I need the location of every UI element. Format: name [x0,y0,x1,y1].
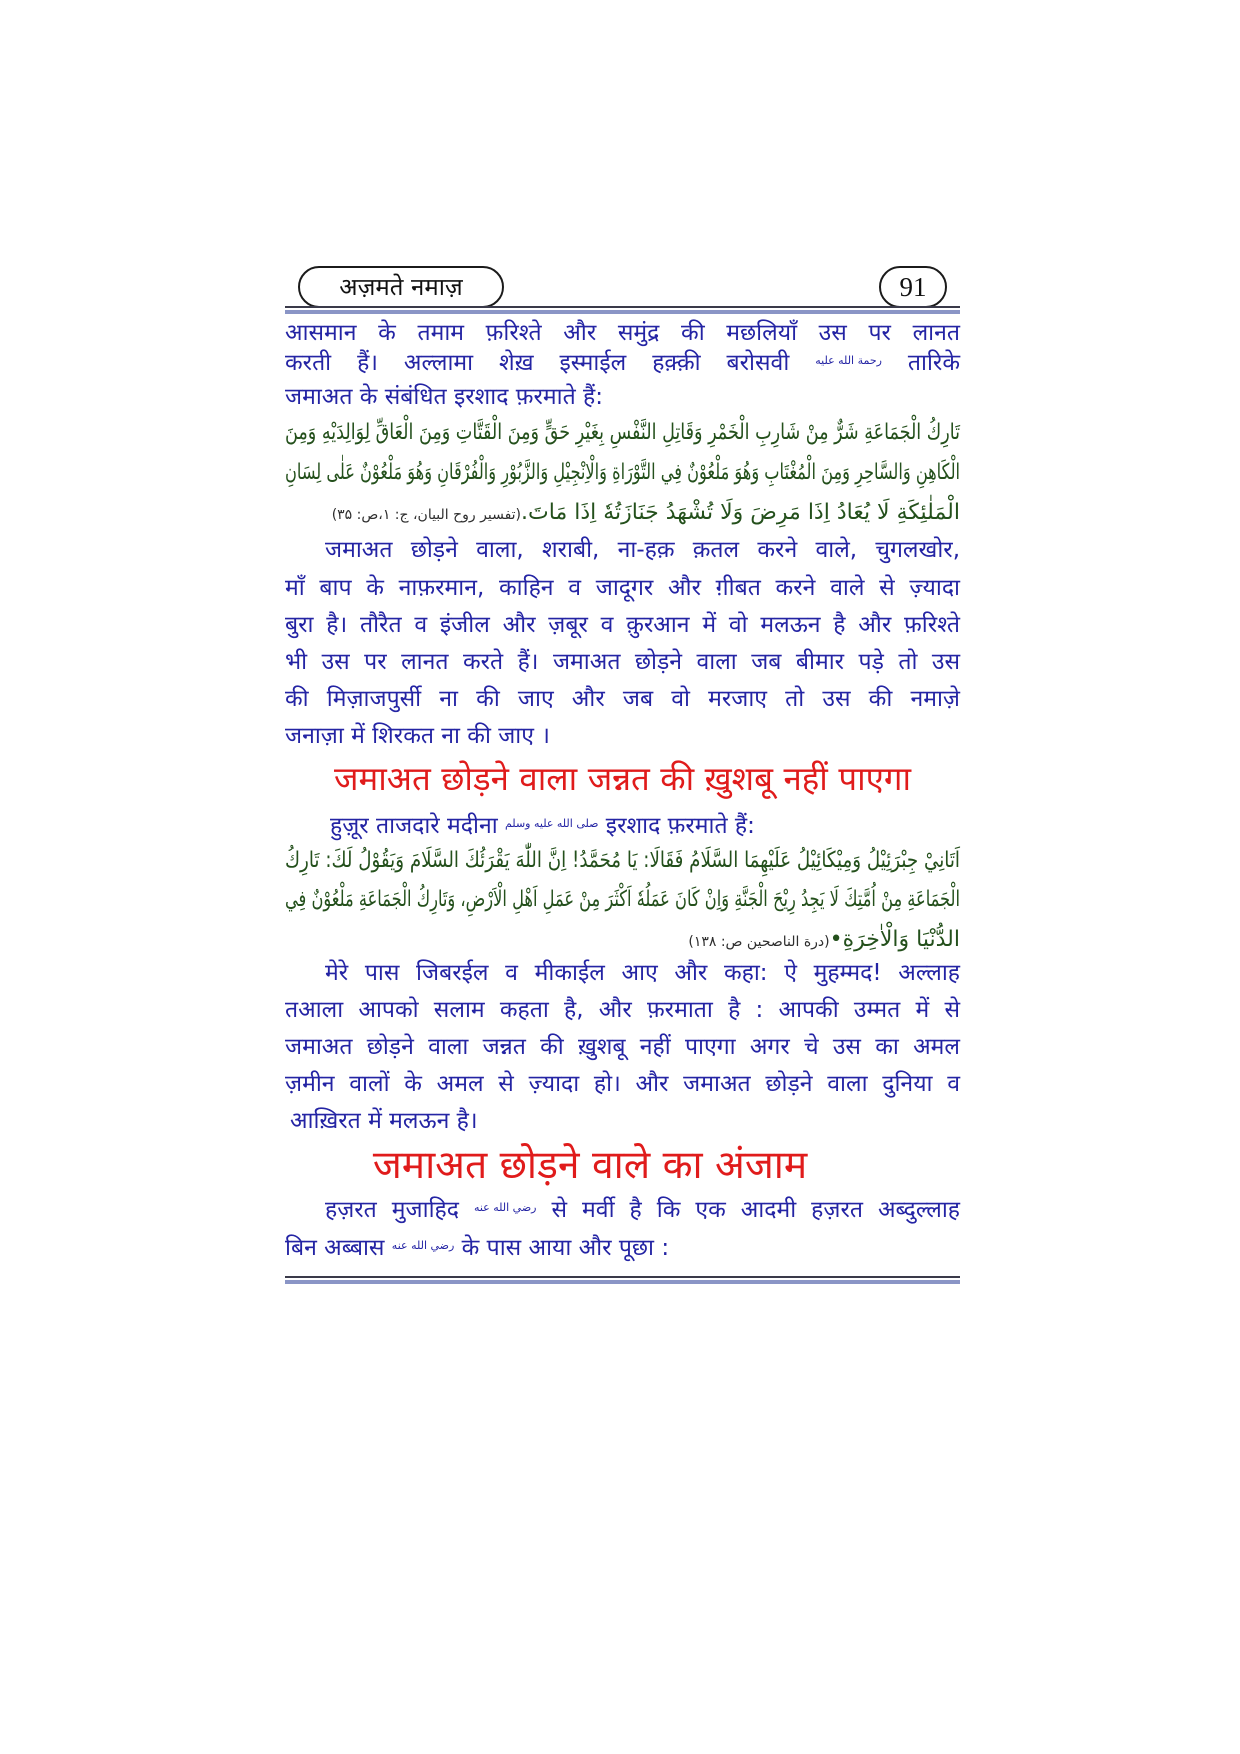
body-line: मेरे पास जिबरईल व मीकाईल आए और कहा: ऐ मुहम्मद! अल्लाह [325,960,960,986]
page-number: 91 [899,272,927,302]
arabic-quote-line: الْكَاهِنِ وَالسَّاحِرِ وَمِنَ الْمُغْتَابِ وَهُوَ مَلْعُوْنٌ فِي التَّوْرَاةِ وَالْاِنْجِيْلِ وَالزَّبُوْرِ وَالْفُرْقَانِ وَهُوَ مَلْعُوْنٌ عَلٰى لِسَانِ [285,460,960,485]
line-text: बिन अब्बास [285,1235,385,1261]
body-line: तआला आपको सलाम कहता है, और फ़रमाता है : आपकी उम्मत में से [285,997,960,1023]
body-line [325,1191,960,1229]
body-line: माँ बाप के नाफ़रमान, काहिन व जादूगर और ग़ीबत करने वाले से ज़्यादा [285,575,960,601]
line-text: इरशाद फ़रमाते हैं: [605,813,755,839]
line-text: के पास आया और पूछा : [461,1235,670,1261]
body-line: आसमान के तमाम फ़रिश्ते और समुंद्र की मछलियाँ उस पर लानत [285,320,960,346]
arabic-quote-text: الْمَلٰئِكَةِ لَا يُعَادُ اِذَا مَرِضَ وَلَا تُشْهَدُ جَنَازَتُهٗ اِذَا مَاتَ. [521,500,960,525]
line-text: हुज़ूर ताजदारे मदीना [330,813,498,839]
arabic-quote-text: الدُّنْيَا وَالْاٰخِرَةِ• [829,927,960,952]
arabic-quote-line: تَارِكُ الْجَمَاعَةِ شَرٌّ مِنْ شَارِبِ الْخَمْرِ وَقَاتِلِ النَّفْسِ بِغَيْرِ حَقٍّ وَمِنَ الْقَتَّاتِ وَمِنَ الْعَاقِّ لِوَالِدَيْهِ وَمِنَ [285,420,961,445]
arabic-quote-line: اَتَانِيْ جِبْرَئِيْلُ وَمِيْكَائِيْلُ عَلَيْهِمَا السَّلَامُ فَقَالَا: يَا مُحَمَّدُ! اِنَّ اللّٰهَ يَقْرَئُكَ السَّلَامَ وَيَقُوْلُ لَكَ: تَارِكُ [284,848,960,873]
body-line: जमाअत छोड़ने वाला, शराबी, ना-हक़ क़तल करने वाले, चुगलखोर, [325,537,960,563]
body-line: आख़िरत में मलऊन है। [290,1108,478,1134]
running-title: अज़मते नमाज़ [339,273,463,301]
body-line: की मिज़ाजपुर्सी ना की जाए और जब वो मरजाए तो उस की नमाज़े [285,686,960,712]
line-text: से मर्वी है कि एक आदमी हज़रत अब्दुल्लाह [551,1197,960,1223]
honorific-glyph: رضي الله عنه [473,1201,537,1214]
body-line [330,807,960,845]
body-line: बुरा है। तौरैत व इंजील और ज़बूर व क़ुरआन में वो मलऊन है और फ़रिश्ते [285,612,960,638]
arabic-quote-line: الْجَمَاعَةِ مِنْ اُمَّتِكَ لَا يَجِدُ رِيْحَ الْجَنَّةِ وَاِنْ كَانَ عَمَلُهٗ اَكْثَرَ مِنْ عَمَلِ اَهْلِ الْاَرْضِ، وَتَارِكُ الْجَمَاعَةِ مَلْعُوْنٌ فِي [285,887,960,912]
line-text: तारिके [907,350,961,376]
section-heading: जमाअत छोड़ने वाले का अंजाम [372,1143,808,1188]
arabic-quote-line [285,493,960,533]
page-number-box [879,266,947,308]
honorific-glyph: رضي الله عنه [391,1239,455,1252]
source-reference: (تفسير روح البيان، ج: ۱،ص: ۳۵) [331,507,522,523]
header-rule [285,306,960,308]
footer-rule-accent [285,1280,960,1284]
body-line: ज़मीन वालों के अमल से ज़्यादा हो। और जमाअत छोड़ने वाला दुनिया व [285,1071,960,1097]
running-title-box [298,266,504,308]
body-line: भी उस पर लानत करते हैं। जमाअत छोड़ने वाला जब बीमार पड़े तो उस [285,649,960,675]
honorific-glyph: رحمة الله عليه [815,354,882,367]
line-text: हज़रत मुजाहिद [325,1197,459,1223]
body-line: जमाअत छोड़ने वाला जन्नत की ख़ुशबू नहीं पाएगा अगर चे उस का अमल [285,1034,960,1060]
section-heading: जमाअत छोड़ने वाला जन्नत की ख़ुशबू नहीं पाएगा [333,759,911,798]
body-line: जमाअत के संबंधित इरशाद फ़रमाते हैं: [285,384,604,410]
body-line: जनाज़ा में शिरकत ना की जाए । [285,723,551,749]
body-line [285,344,960,382]
source-reference: (درة الناصحين ص: ۱۳۸) [688,934,830,950]
honorific-glyph: صلى الله عليه وسلم [504,817,599,830]
body-line [285,1229,960,1267]
footer-rule [285,1276,960,1278]
line-text: करती हैं। अल्लामा शेख़ इस्माईल हक़्क़ी बरोसवी [285,350,790,376]
